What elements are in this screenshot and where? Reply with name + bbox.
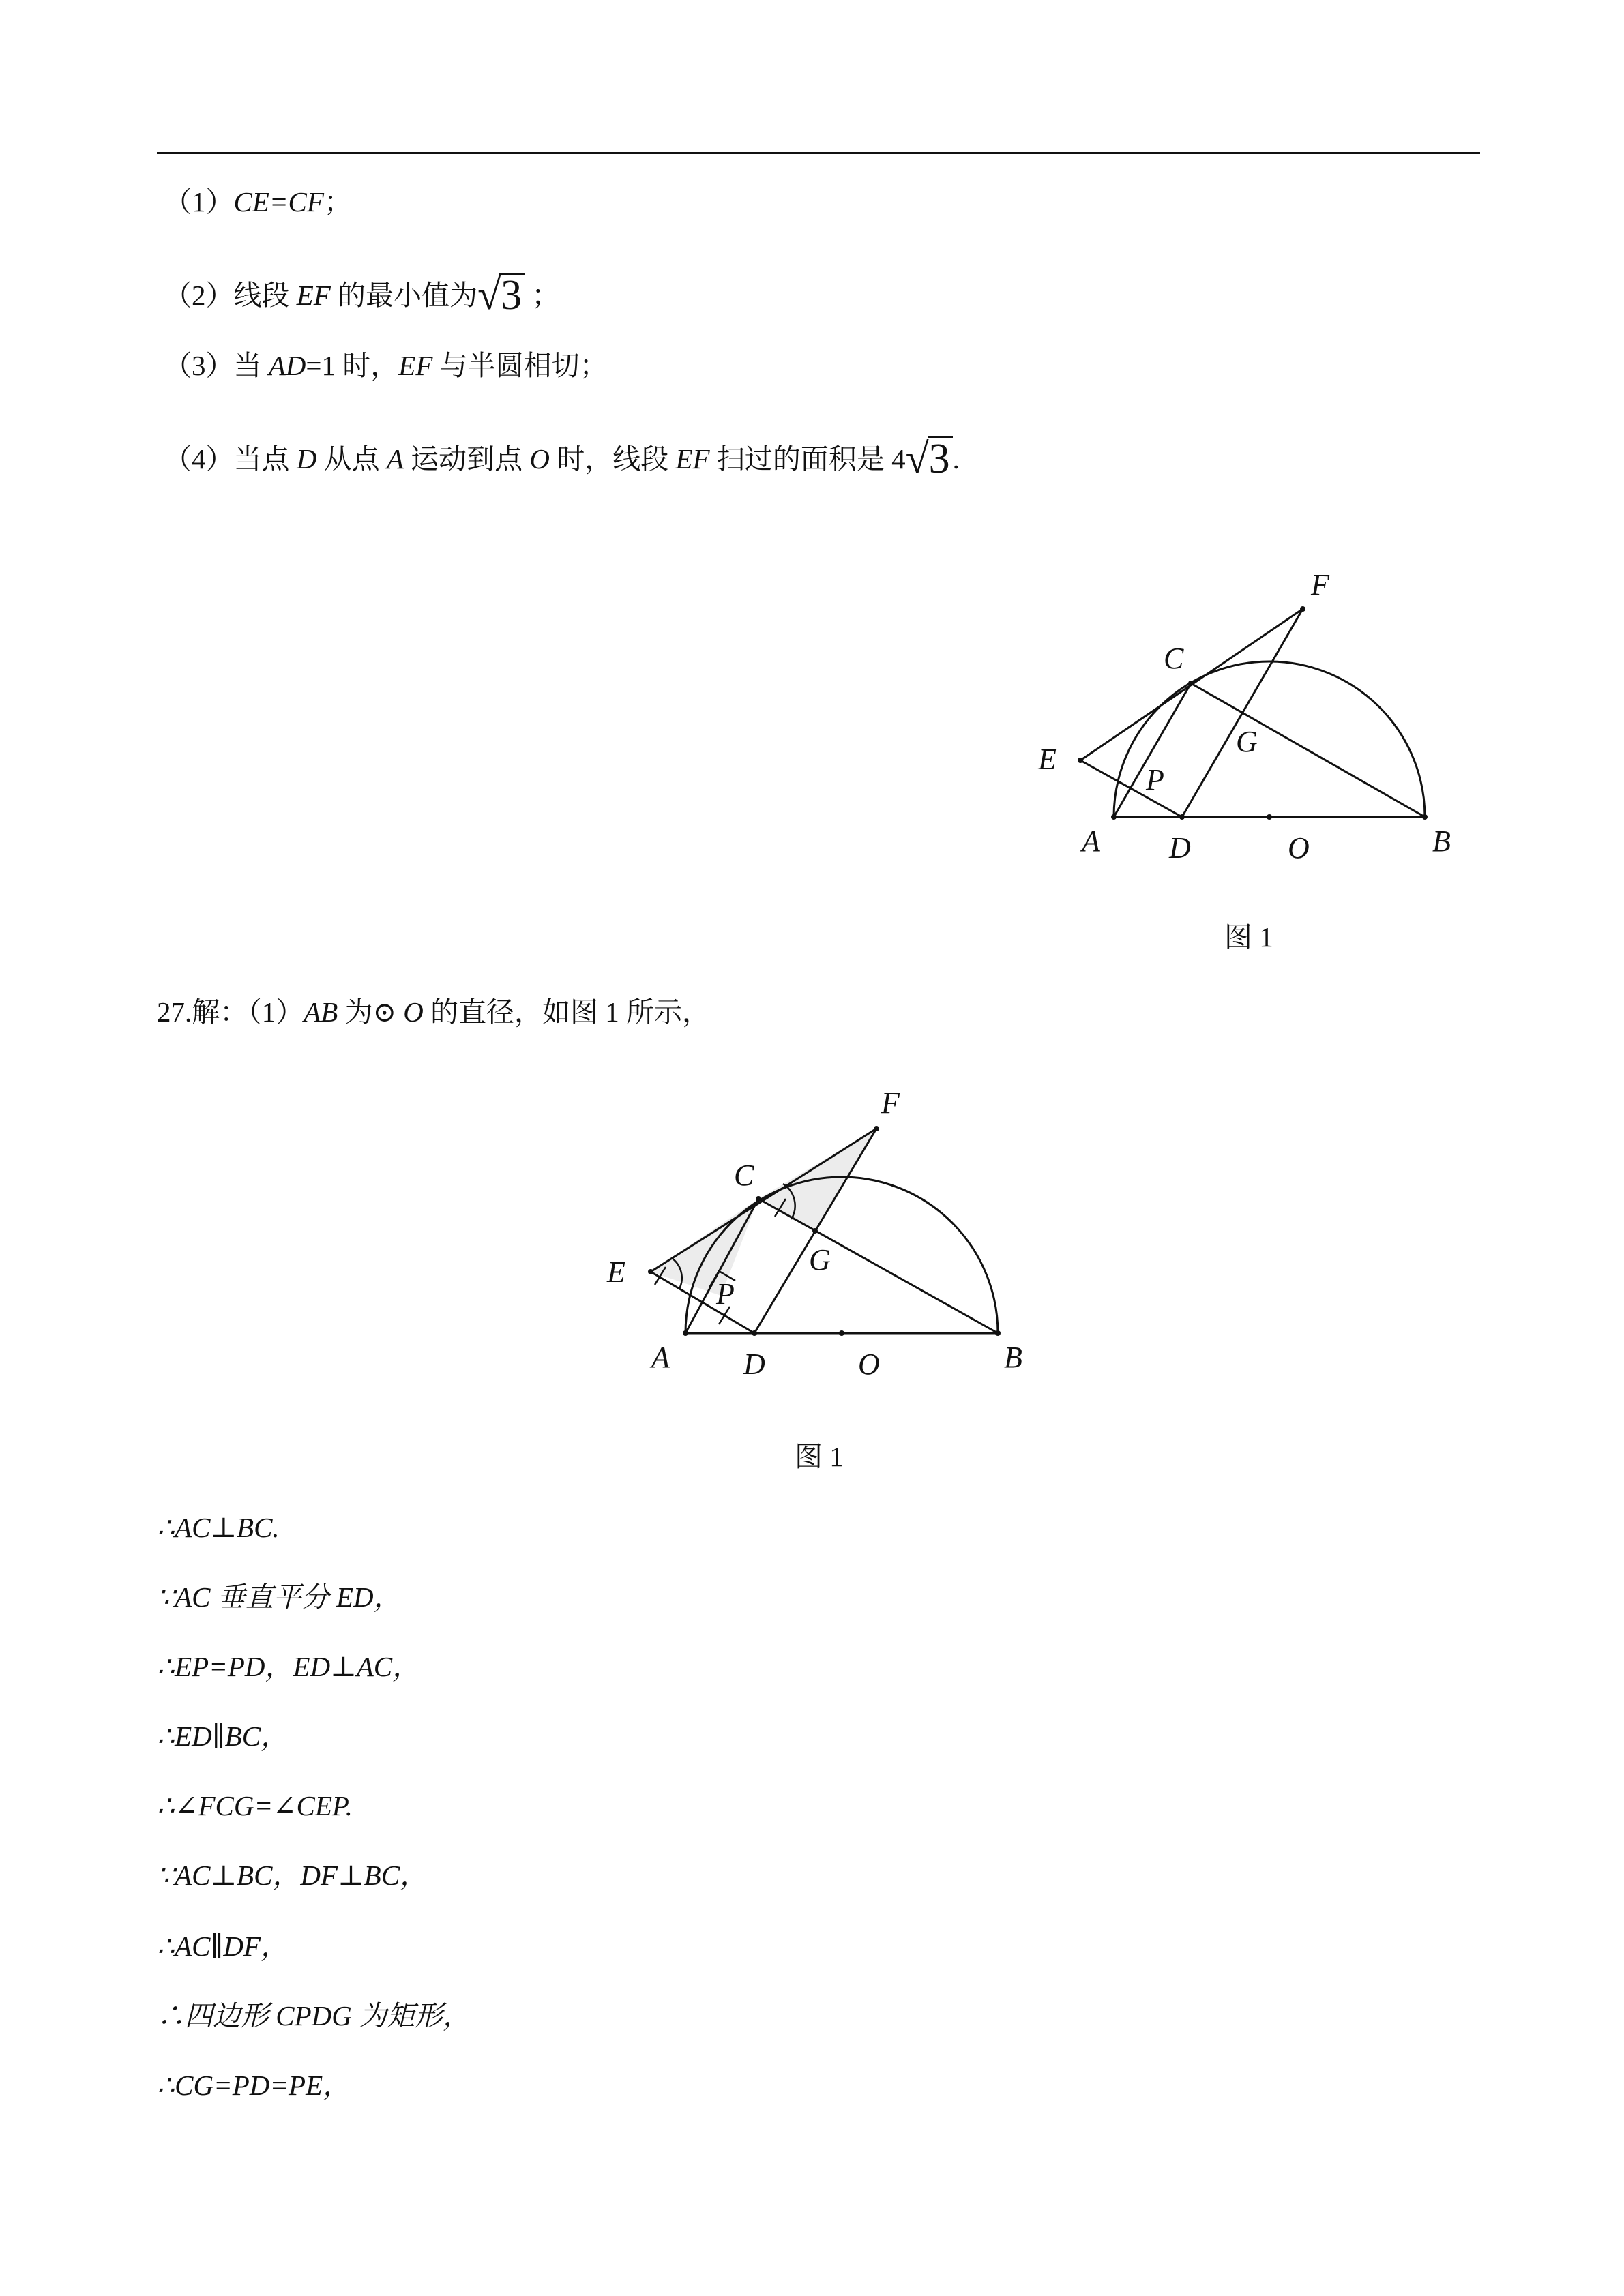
label-b: B	[1004, 1341, 1022, 1374]
point-e	[1078, 758, 1083, 763]
point-b	[1422, 814, 1428, 820]
label-d: D	[1169, 831, 1191, 865]
label-f: F	[881, 1086, 900, 1120]
point-a	[1111, 814, 1117, 820]
figure-1-caption: 图 1	[1224, 921, 1273, 953]
label-p: P	[1146, 763, 1164, 796]
figure-2-caption: 图 1	[795, 1441, 844, 1472]
label-p: P	[716, 1277, 735, 1311]
solution-step-5: ∴∠FCG=∠CEP.	[157, 1790, 353, 1821]
point-o	[1267, 814, 1272, 820]
label-e: E	[607, 1255, 625, 1289]
solution-step-1: ∴AC⊥BC.	[157, 1512, 280, 1543]
label-o: O	[1288, 831, 1310, 865]
point-e	[648, 1269, 653, 1274]
solution-step-2: ∵AC 垂直平分 ED，	[157, 1581, 402, 1613]
label-a: A	[651, 1341, 670, 1374]
label-g: G	[809, 1243, 831, 1277]
point-f	[874, 1126, 879, 1131]
solution-step-9: ∴CG=PD=PE，	[157, 2070, 351, 2101]
point-a	[683, 1330, 688, 1336]
point-o	[839, 1330, 844, 1336]
figure-1-diagram	[1023, 559, 1501, 873]
label-b: B	[1432, 824, 1451, 858]
label-e: E	[1038, 743, 1057, 776]
solution-step-8: ∴四边形 CPDG 为矩形，	[157, 2000, 471, 2031]
label-o: O	[858, 1347, 880, 1381]
segment-df	[1182, 609, 1303, 817]
conclusion-2: （2）线段 EF 的最小值为√3 ；	[164, 272, 560, 318]
solution-step-3: ∴EP=PD，ED⊥AC，	[157, 1651, 421, 1682]
segment-ef	[651, 1129, 876, 1272]
solution-step-4: ∴ED∥BC，	[157, 1720, 289, 1752]
segment-cb	[1191, 683, 1425, 817]
conclusion-4: （4）当点 D 从点 A 运动到点 O 时，线段 EF 扫过的面积是 4√3.	[164, 436, 960, 482]
solution-step-7: ∴AC∥DF，	[157, 1930, 289, 1962]
label-a: A	[1082, 824, 1100, 858]
point-g	[812, 1228, 818, 1234]
label-d: D	[743, 1347, 765, 1381]
segment-ac	[1114, 683, 1191, 817]
solution-step-6: ∵AC⊥BC，DF⊥BC，	[157, 1860, 428, 1891]
point-c	[1188, 681, 1194, 686]
sqrt-3: √3	[477, 273, 525, 316]
conclusion-1: （1）CE=CF；	[164, 186, 352, 218]
header-rule	[157, 152, 1480, 154]
point-d	[1179, 814, 1185, 820]
point-d	[752, 1330, 757, 1336]
point-f	[1300, 606, 1305, 612]
figure-2-diagram	[593, 1077, 1044, 1391]
label-g: G	[1236, 725, 1258, 758]
sqrt-3: √3	[906, 436, 953, 479]
point-c	[756, 1196, 761, 1202]
solution-intro: 27.解：（1）AB 为⊙ O 的直径，如图 1 所示，	[157, 996, 711, 1028]
label-c: C	[734, 1159, 754, 1192]
point-b	[995, 1330, 1001, 1336]
conclusion-3: （3）当 AD=1 时，EF 与半圆相切；	[164, 350, 608, 381]
label-f: F	[1311, 568, 1329, 601]
segment-ed	[1080, 760, 1182, 817]
label-c: C	[1164, 642, 1184, 675]
